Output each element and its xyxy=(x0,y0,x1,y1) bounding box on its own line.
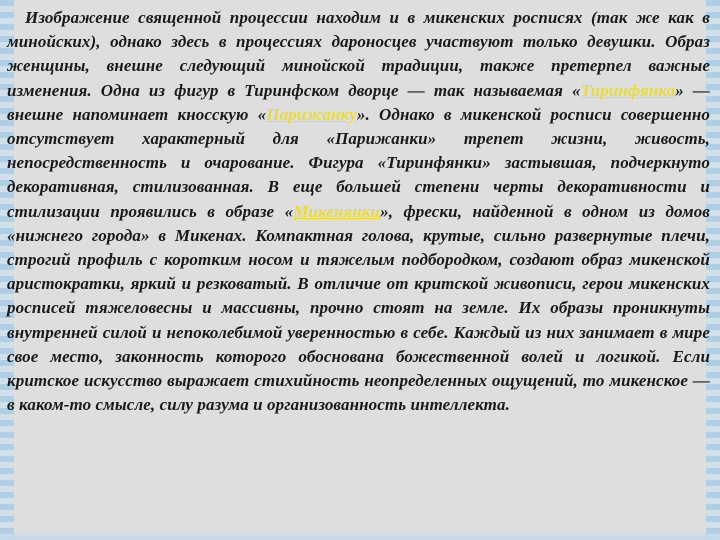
link-parizhanka[interactable]: Парижанку xyxy=(266,104,357,124)
link-mikenyanka[interactable]: Микенянки xyxy=(293,201,381,221)
link-tirinfyanka[interactable]: Тиринфянка xyxy=(580,80,676,100)
body-paragraph xyxy=(7,6,710,526)
paragraph-text-1: Изображение священной процессии находим и в микенских росписях (так же как в минойских), однако здесь в процессиях дароносцев участвуют только девушки. Образ женщины, внешне следующий минойской традиции, также претерпел важные изменения. Одна из фигур в Тиринфском дворце — так называемая « xyxy=(7,8,710,100)
decorative-frame-bottom xyxy=(0,530,720,540)
paragraph-text-4: », фрески, найденной в одном из домов «нижнего города» в Микенах. Компактная голова, крутые, сильно развернутые плечи, строгий профиль с коротким носом и тяжелым подбородком, создают образ микенской аристократки, яркий и резковатый. В отличие от критской живописи, герои микенских росписей тяжеловесны и массивны, прочно стоят на земле. Их образы проникнуты внутренней силой и непоколебимой уверенностью в себе. Каждый из них занимает в мире свое место, законность которого обоснована божественной волей и логикой. Если критское искусство выражает стихийность неопределенных ощущений, то микенское — в каком-то смысле, силу разума и организованность интеллекта. xyxy=(7,201,710,415)
paragraph-text-3: ». Однако в микенской росписи совершенно отсутствует характерный для «Парижанки» трепет жизни, живость, непосредственность и очарование. Фигура «Тиринфянки» застывшая, подчеркнуто декоративная, стилизованная. В еще большей степени черты декоративности и стилизации проявились в образе « xyxy=(7,104,710,221)
paragraph-text-2: » — внешне напоминает кносскую « xyxy=(7,80,710,124)
